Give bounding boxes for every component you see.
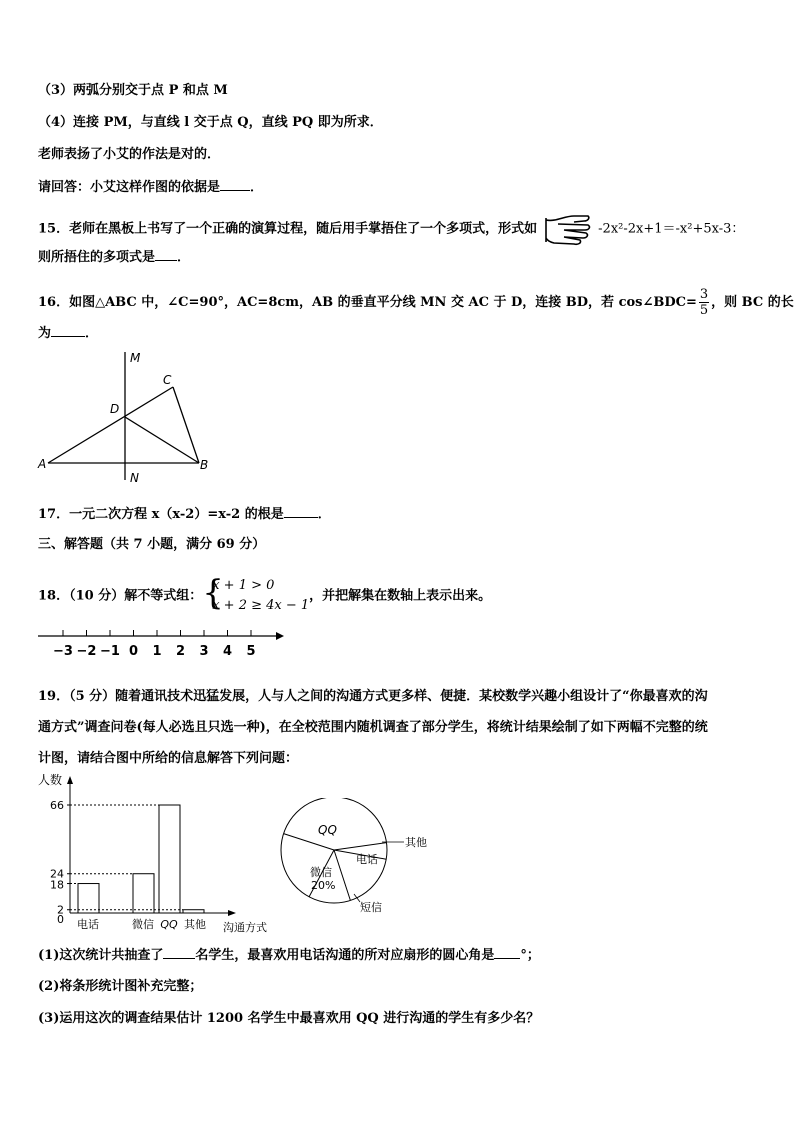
q16-prompt: 为 (38, 326, 52, 341)
q19-line1: 19．（5 分）随着通讯技术迅猛发展，人与人之间的沟通方式更多样、便捷．某校数学兴趣小组设计了“你最喜欢的沟 (38, 689, 708, 704)
q15-formula: -2x²-2x+1＝-x²+5x-3： (598, 221, 745, 237)
q19-sub1 (38, 946, 540, 965)
q17-end: ． (317, 507, 331, 522)
frac-numerator: 3 (699, 287, 709, 302)
number-line-label: −2 (76, 644, 97, 659)
bar-4 (183, 910, 204, 913)
frac-denominator: 5 (699, 303, 709, 318)
q19-sub2: (2)将条形统计图补充完整； (38, 979, 203, 994)
segment-cb (173, 387, 199, 463)
y-tick-label: 24 (50, 867, 64, 881)
q15-prompt: 则所捂住的多项式是 (38, 250, 156, 265)
x-axis-label: 沟通方式 (223, 921, 267, 934)
q15-text: 15．老师在黑板上书写了一个正确的演算过程，随后用手掌捂住了一个多项式，形式如 (38, 221, 538, 237)
pie-label-weixin-percent: 20% (311, 879, 336, 892)
x-category-label: 其他 (184, 918, 206, 931)
number-line-label: 4 (222, 644, 233, 659)
q14-answer-blank[interactable] (220, 178, 250, 191)
y-axis-arrow-icon (67, 776, 73, 784)
q15-answer-blank[interactable] (155, 248, 177, 261)
q19-line3: 计图，请结合图中所给的信息解答下列问题： (38, 751, 299, 766)
q16-end: ． (85, 326, 99, 341)
number-line-label: 5 (246, 644, 256, 659)
q14-question (38, 178, 263, 197)
hand-icon (544, 212, 592, 246)
q17-answer-blank[interactable] (284, 505, 318, 518)
x-category-label: 电话 (77, 918, 99, 931)
pie-label-qq: QQ (318, 823, 337, 837)
q19-angle-blank[interactable] (494, 946, 520, 959)
segment-ac (48, 387, 173, 463)
label-c: C (163, 373, 172, 387)
y-axis-label: 人数 (38, 773, 63, 787)
label-a: A (38, 457, 47, 471)
pie-label-other: 其他 (405, 836, 427, 849)
q18-line (38, 573, 492, 616)
triangle-figure (36, 346, 216, 488)
q14-praise: 老师表扬了小艾的作法是对的． (38, 147, 221, 162)
pie-slice-edge (334, 843, 386, 850)
q19-sub3: (3)运用这次的调查结果估计 1200 名学生中最喜欢用 QQ 进行沟通的学生有多少名？ (38, 1011, 540, 1026)
bar-3 (159, 805, 180, 913)
q16-fraction (699, 287, 709, 318)
inequality-2: x + 2 ≥ 4x − 1 (212, 598, 310, 613)
inequality-system (202, 573, 310, 616)
q19-sub1-c: °； (520, 948, 540, 963)
label-n: N (130, 471, 139, 485)
brace-icon: { (202, 573, 224, 613)
y-tick-label: 0 (57, 913, 64, 926)
label-b: B (200, 458, 209, 472)
q18-after: ，并把解集在数轴上表示出来。 (309, 588, 492, 604)
q15-end: ． (177, 250, 191, 265)
segment-db (125, 417, 199, 463)
pie-label-weixin: 微信 (310, 866, 332, 879)
q14-ask: 请回答：小艾这样作图的依据是 (38, 180, 221, 195)
q16-after: ，则 BC 的长 (711, 295, 794, 310)
q14-end: ． (250, 180, 264, 195)
x-category-label: 微信 (132, 918, 154, 931)
q16-answer-blank[interactable] (51, 324, 85, 337)
y-tick-label: 18 (50, 878, 64, 892)
q16-line1 (38, 287, 794, 318)
q14-step3: （3）两弧分别交于点 P 和点 M (38, 83, 228, 98)
y-tick-label: 2 (57, 903, 64, 917)
number-line-label: −3 (53, 644, 73, 659)
q19-line2: 通方式”调查问卷(每人必选且只选一种)，在全校范围内随机调查了部分学生，将统计结果绘制了如下两幅不完整的统 (38, 720, 708, 735)
q15-line1 (38, 212, 744, 246)
bar-0 (78, 884, 99, 913)
q15-line2 (38, 248, 190, 267)
number-line-label: −1 (100, 644, 120, 659)
number-line-label: 3 (199, 644, 209, 659)
q19-sub1-a: (1)这次统计共抽查了 (38, 948, 164, 963)
pie-slice-edge (334, 850, 350, 900)
number-line-label: 0 (128, 644, 139, 659)
number-line-label: 1 (152, 644, 162, 659)
q17-text: 17．一元二次方程 x（x-2）=x-2 的根是 (38, 507, 284, 522)
q16-text: 16．如图△ABC 中，∠C=90°，AC=8cm，AB 的垂直平分线 MN 交 AC 于 D，连接 BD，若 cos∠BDC= (38, 295, 697, 310)
q14-step4: （4）连接 PM，与直线 l 交于点 Q，直线 PQ 即为所求． (38, 115, 383, 130)
y-tick-label: 66 (50, 799, 64, 812)
bar-chart (30, 768, 280, 938)
q18-text: 18．（10 分）解不等式组： (38, 588, 203, 604)
pie-label-phone: 电话 (356, 853, 378, 866)
q19-sub1-b: 名学生，最喜欢用电话沟通的所对应扇形的圆心角是 (195, 948, 495, 963)
number-line-label: 2 (175, 644, 186, 659)
x-axis-arrow-icon (228, 910, 236, 916)
pie-label-sms: 短信 (360, 901, 382, 914)
section-3-heading: 三、解答题（共 7 小题，满分 69 分） (38, 537, 266, 552)
inequality-1: x + 1 > 0 (212, 578, 275, 593)
number-line (36, 624, 286, 660)
pie-chart (274, 798, 444, 920)
number-line-arrow-icon (276, 632, 284, 640)
label-m: M (130, 351, 141, 365)
q16-line2 (38, 324, 98, 343)
q19-count-blank[interactable] (163, 946, 195, 959)
q17-line (38, 505, 331, 524)
bar-2 (133, 874, 154, 913)
label-d: D (110, 402, 120, 416)
x-category-label: QQ (160, 918, 178, 931)
